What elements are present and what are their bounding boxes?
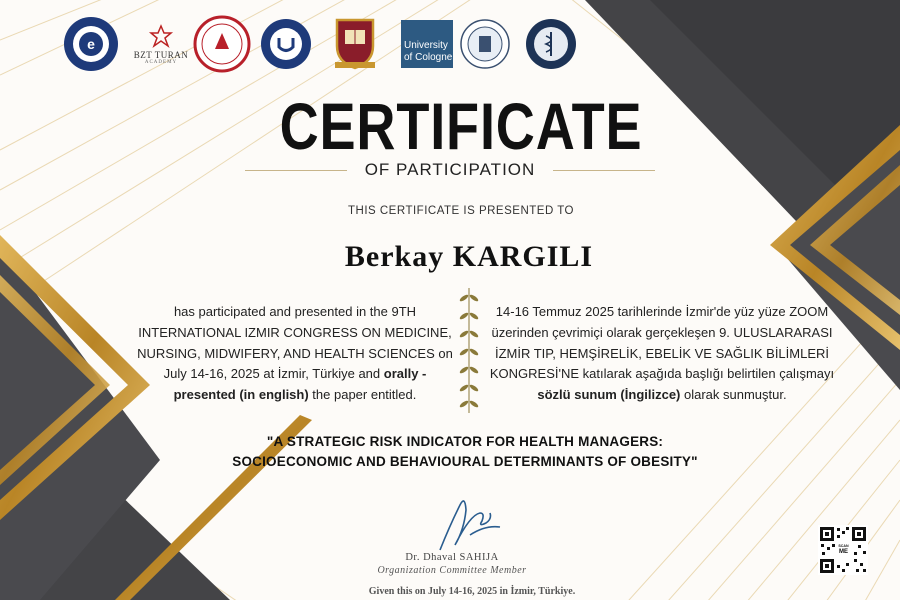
logo-row — [58, 14, 588, 76]
medical-faculty-seal-logo — [524, 14, 578, 74]
bzt-turan-academy-logo — [128, 14, 194, 74]
subtitle-right-rule — [553, 170, 655, 171]
qr-scan-label — [836, 544, 851, 556]
certificate-subtitle: OF PARTICIPATION — [364, 160, 536, 179]
turkish-text-part1: 14-16 Temmuz 2025 tarihlerinde İzmir'de yüz yüze ZOOM üzerinden çevrimiçi olarak gerçekleşen 9. ULUSLARARASI İZMİR TIP, HEMŞİRELİK, EBELİK VE SAĞLIK BİLİMLERİ KONGRESİ'NE katılarak aşağıda başlığı belirtilen çalışmayı — [489, 304, 835, 382]
footer-date-location: Given this on July 14-16, 2025 in İzmir, Türkiye. — [368, 586, 576, 597]
turkish-description — [487, 302, 837, 406]
aydin-adnan-menderes-universitesi-logo — [258, 14, 314, 74]
subtitle-row — [245, 158, 655, 182]
cologne-logo-line1: University — [404, 40, 448, 51]
qr-scan-label-line2: ME — [839, 548, 848, 555]
izmir-katip-celebi-universitesi-logo — [192, 14, 252, 74]
english-text-part2: the paper entitled. — [308, 387, 417, 403]
crest-logo — [330, 14, 380, 74]
turkish-text-bold: sözlü sunum (İngilizce) — [537, 387, 681, 403]
certificate-title: CERTIFICATE — [279, 89, 643, 163]
signer-name: Dr. Dhaval SAHIJA — [405, 552, 499, 563]
svg-text:e: e — [87, 36, 95, 52]
bzt-logo-subtitle: ACADEMY — [144, 59, 178, 65]
signature-icon — [430, 495, 510, 555]
subtitle-left-rule — [245, 170, 347, 171]
english-description — [135, 302, 455, 406]
english-text-part1: has participated and presented in the 9TH INTERNATIONAL IZMIR CONGRESS ON MEDICINE, NURSING, MIDWIFERY, AND HEALTH SCIENCES on July 14-16, 2025 at İzmir, Türkiye and — [137, 304, 453, 382]
recipient-name: Berkay KARGILI — [344, 240, 594, 273]
university-of-cologne-logo — [400, 14, 454, 74]
turkish-text-part2: olarak sunmuştur. — [680, 387, 787, 403]
qr-scan-label-line1: SCAN — [838, 544, 849, 548]
qr-code[interactable] — [818, 525, 868, 575]
presented-to-label: THIS CERTIFICATE IS PRESENTED TO — [347, 205, 574, 217]
ege-universitesi-logo — [62, 14, 120, 74]
seal-logo — [458, 14, 512, 74]
paper-title-line2: SOCIOECONOMIC AND BEHAVIOURAL DETERMINANTS OF OBESITY" — [232, 453, 698, 469]
signer-role: Organization Committee Member — [377, 565, 527, 576]
english-text-bold: orally - presented (in english) — [173, 366, 427, 403]
bzt-logo-title: BZT TURAN — [133, 49, 189, 60]
paper-title — [0, 432, 900, 471]
cologne-logo-line2: of Cologne — [404, 52, 453, 63]
laurel-divider-icon — [458, 288, 480, 413]
paper-title-line1: "A STRATEGIC RISK INDICATOR FOR HEALTH MANAGERS: — [266, 434, 664, 449]
